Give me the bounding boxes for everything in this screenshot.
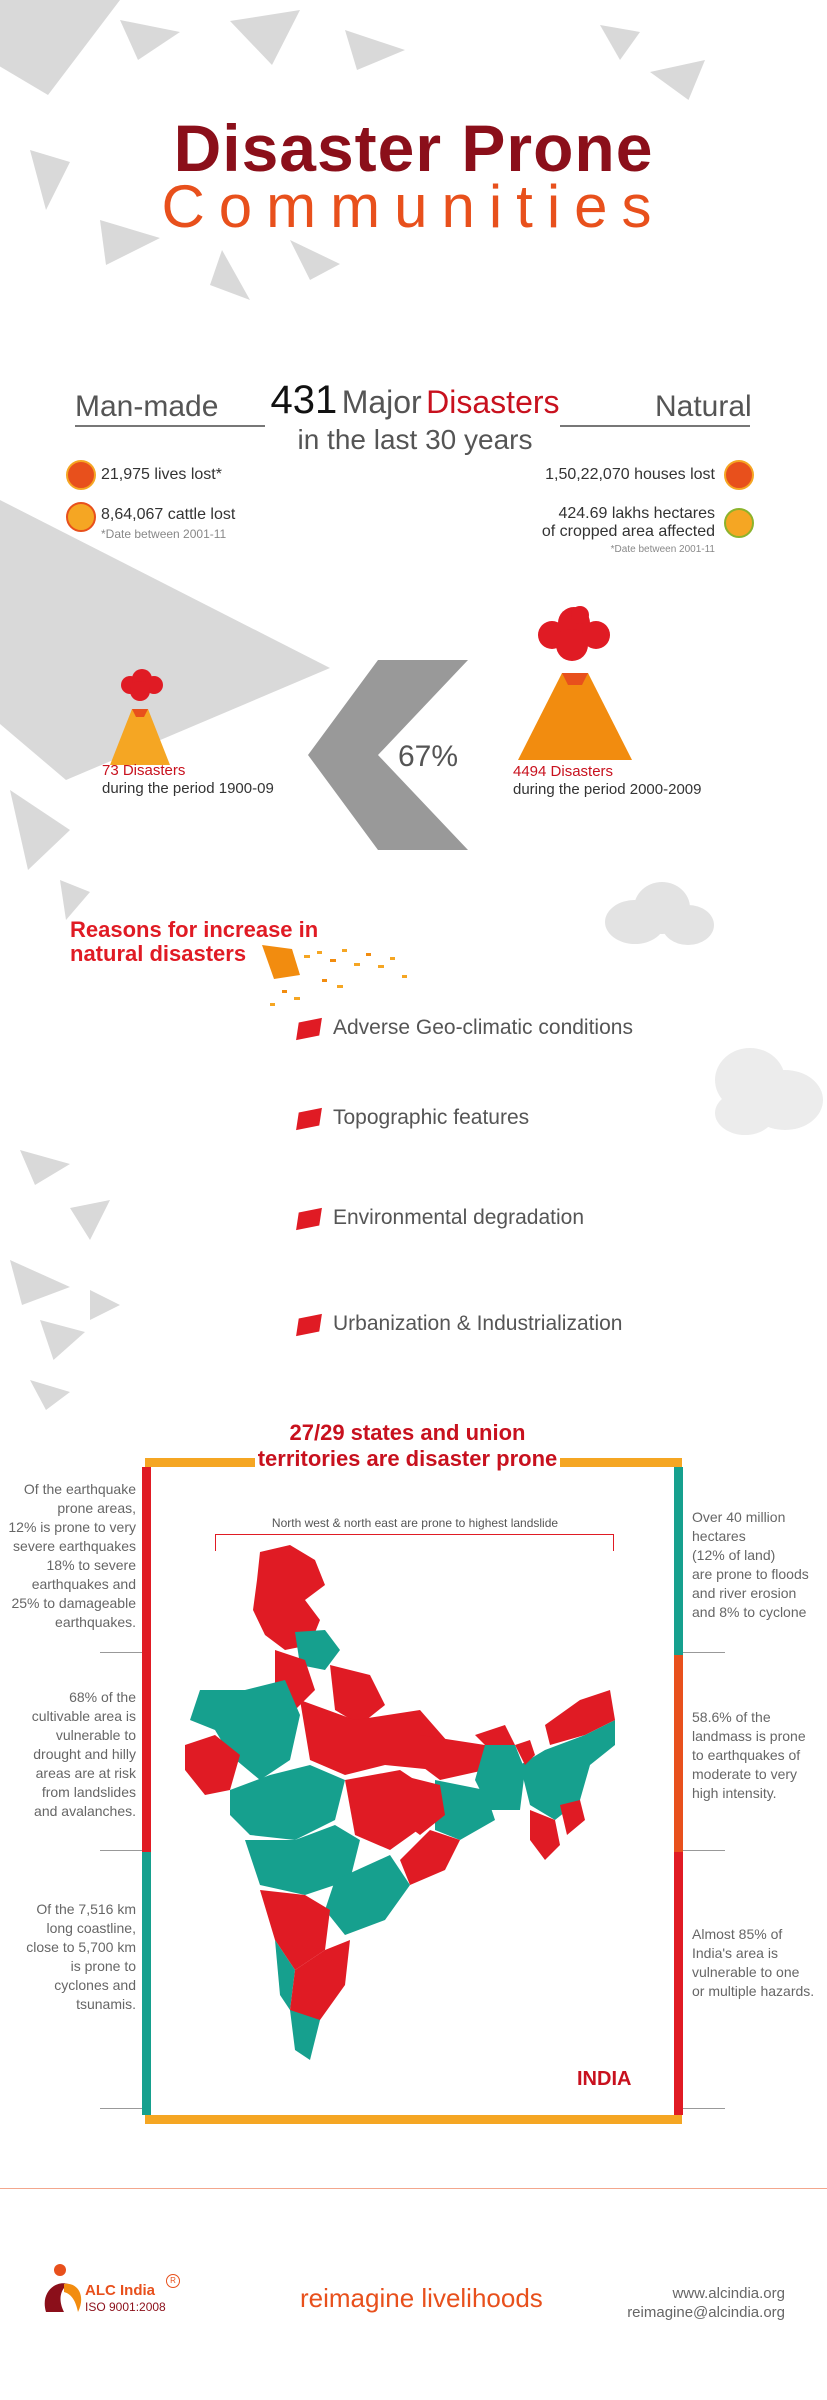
headline-count-row xyxy=(270,378,560,423)
decor-shard xyxy=(10,1260,70,1305)
right-fact-1 xyxy=(692,1508,822,1622)
major-word: Major xyxy=(341,384,422,420)
right-date-note: *Date between 2001-11 xyxy=(610,544,715,555)
decor-shard xyxy=(30,1380,70,1410)
fact-line: high intensity. xyxy=(692,1785,777,1801)
fact-line: 18% to severe xyxy=(46,1557,136,1573)
right-disaster-count: 4494 Disasters xyxy=(513,763,614,780)
fact-line: earthquakes and xyxy=(31,1576,136,1592)
cattle-icon xyxy=(66,502,96,532)
disaster-count: 431 xyxy=(270,378,338,422)
fact-line: vulnerable to one xyxy=(692,1964,800,1980)
decor-shard xyxy=(230,10,300,65)
left-disaster-period: during the period 1900-09 xyxy=(102,780,274,797)
decor-shard xyxy=(70,1200,110,1240)
fact-line: Of the 7,516 km xyxy=(36,1901,136,1917)
left-fact-2 xyxy=(8,1688,136,1821)
reason-item: Urbanization & Industrialization xyxy=(333,1312,623,1335)
fact-line: cyclones and xyxy=(54,1977,136,1993)
fact-line: close to 5,700 km xyxy=(26,1939,136,1955)
fact-line: and 8% to cyclone xyxy=(692,1604,807,1620)
fact-line: India's area is xyxy=(692,1945,778,1961)
decor-shard xyxy=(0,0,120,95)
registered-mark: R xyxy=(166,2274,180,2288)
page-subtitle: Communities xyxy=(161,173,666,240)
frame-left-red xyxy=(142,1467,151,1852)
cloud-icon xyxy=(705,1035,827,1145)
fact-line: prone areas, xyxy=(57,1500,136,1516)
crop-area-stat-line1: 424.69 lakhs hectares xyxy=(558,505,715,522)
separator-line xyxy=(683,2108,725,2109)
separator-line xyxy=(100,1652,142,1653)
frame-top-left xyxy=(145,1458,255,1467)
fact-line: tsunamis. xyxy=(76,1996,136,2012)
landslide-note: North west & north east are prone to highest landslide xyxy=(271,1516,559,1530)
separator-line xyxy=(683,1652,725,1653)
crop-area-stat-line2: of cropped area affected xyxy=(541,523,715,540)
growth-percent: 67% xyxy=(398,740,459,773)
footer-email: reimagine@alcindia.org xyxy=(627,2304,785,2321)
fact-line: 12% is prone to very xyxy=(8,1519,136,1535)
fact-line: areas are at risk xyxy=(35,1765,136,1781)
left-date-note: *Date between 2001-11 xyxy=(101,527,227,541)
footer-cert: ISO 9001:2008 xyxy=(85,2300,166,2314)
reason-bullet-icon xyxy=(296,1108,322,1130)
decor-shard xyxy=(650,60,705,100)
page-title: Disaster Prone xyxy=(173,111,654,185)
frame-right-teal xyxy=(674,1467,683,1655)
natural-underline xyxy=(560,425,750,427)
left-disaster-count: 73 Disasters xyxy=(102,762,186,779)
separator-line xyxy=(100,1850,142,1851)
frame-bottom xyxy=(145,2115,682,2124)
confetti-burst-decor xyxy=(262,945,412,1015)
crop-icon xyxy=(724,508,754,538)
separator-line xyxy=(100,2108,142,2109)
large-volcano-icon xyxy=(510,605,640,760)
right-disaster-period: during the period 2000-2009 xyxy=(513,781,702,798)
decor-shard xyxy=(290,240,340,280)
fact-line: earthquakes. xyxy=(55,1614,136,1630)
small-volcano-icon xyxy=(100,665,180,765)
footer-tagline: reimagine livelihoods xyxy=(300,2283,543,2313)
fact-line: cultivable area is xyxy=(31,1708,136,1724)
alc-logo-icon xyxy=(38,2262,88,2317)
house-icon xyxy=(724,460,754,490)
footer-brand: ALC India xyxy=(85,2282,155,2299)
right-fact-3 xyxy=(692,1925,822,2001)
cattle-lost-stat: 8,64,067 cattle lost xyxy=(101,506,236,523)
decor-shard xyxy=(10,790,70,870)
fact-line: vulnerable to xyxy=(55,1727,136,1743)
states-heading-line2: territories are disaster prone xyxy=(257,1446,558,1471)
reason-bullet-icon xyxy=(296,1018,322,1040)
reason-bullet-icon xyxy=(296,1208,322,1230)
states-heading-line1: 27/29 states and union xyxy=(289,1420,526,1445)
fact-line: 25% to damageable xyxy=(11,1595,136,1611)
cloud-icon xyxy=(600,880,715,950)
separator-line xyxy=(683,1850,725,1851)
decor-shard xyxy=(90,1290,120,1320)
skull-icon xyxy=(66,460,96,490)
fact-line: to earthquakes of xyxy=(692,1747,801,1763)
fact-line: long coastline, xyxy=(46,1920,136,1936)
reason-item: Topographic features xyxy=(333,1106,530,1129)
decor-shard xyxy=(600,25,640,60)
left-fact-1 xyxy=(8,1480,136,1632)
frame-right-orange xyxy=(674,1655,683,1852)
disasters-word: Disasters xyxy=(426,384,560,420)
footer-divider xyxy=(0,2188,827,2189)
reason-item: Environmental degradation xyxy=(333,1206,584,1229)
india-map xyxy=(185,1540,620,2090)
right-fact-2 xyxy=(692,1708,822,1803)
manmade-underline xyxy=(75,425,265,427)
fact-line: drought and hilly xyxy=(33,1746,136,1762)
fact-line: hectares xyxy=(692,1528,746,1544)
headline-period: in the last 30 years xyxy=(297,424,533,455)
decor-shard xyxy=(210,250,250,300)
lives-lost-stat: 21,975 lives lost* xyxy=(101,466,222,483)
houses-lost-stat: 1,50,22,070 houses lost xyxy=(545,466,715,483)
reasons-heading-line2: natural disasters xyxy=(70,941,247,966)
fact-line: landmass is prone xyxy=(692,1728,806,1744)
fact-line: and avalanches. xyxy=(34,1803,136,1819)
footer-website: www.alcindia.org xyxy=(672,2285,785,2302)
decor-shard xyxy=(20,1150,70,1185)
fact-line: (12% of land) xyxy=(692,1547,776,1563)
left-fact-3 xyxy=(8,1900,136,2014)
reason-bullet-icon xyxy=(296,1314,322,1336)
frame-right-red xyxy=(674,1852,683,2115)
fact-line: Of the earthquake xyxy=(23,1481,136,1497)
frame-left-teal xyxy=(142,1852,151,2115)
reason-item: Adverse Geo-climatic conditions xyxy=(333,1016,633,1039)
map-label: INDIA xyxy=(577,2068,632,2090)
fact-line: from landslides xyxy=(41,1784,136,1800)
reasons-heading-line1: Reasons for increase in xyxy=(70,917,319,942)
fact-line: moderate to very xyxy=(692,1766,798,1782)
fact-line: Almost 85% of xyxy=(692,1926,783,1942)
fact-line: 68% of the xyxy=(69,1689,136,1705)
fact-line: severe earthquakes xyxy=(13,1538,136,1554)
manmade-label: Man-made xyxy=(75,390,219,423)
fact-line: are prone to floods xyxy=(692,1566,809,1582)
fact-line: is prone to xyxy=(70,1958,136,1974)
fact-line: Over 40 million xyxy=(692,1509,786,1525)
frame-top-right xyxy=(560,1458,682,1467)
decor-shard xyxy=(120,20,180,60)
fact-line: or multiple hazards. xyxy=(692,1983,815,1999)
decor-shard xyxy=(60,880,90,920)
decor-shard xyxy=(40,1320,85,1360)
decor-shard xyxy=(345,30,405,70)
natural-label: Natural xyxy=(655,390,752,423)
fact-line: and river erosion xyxy=(692,1585,797,1601)
fact-line: 58.6% of the xyxy=(692,1709,771,1725)
